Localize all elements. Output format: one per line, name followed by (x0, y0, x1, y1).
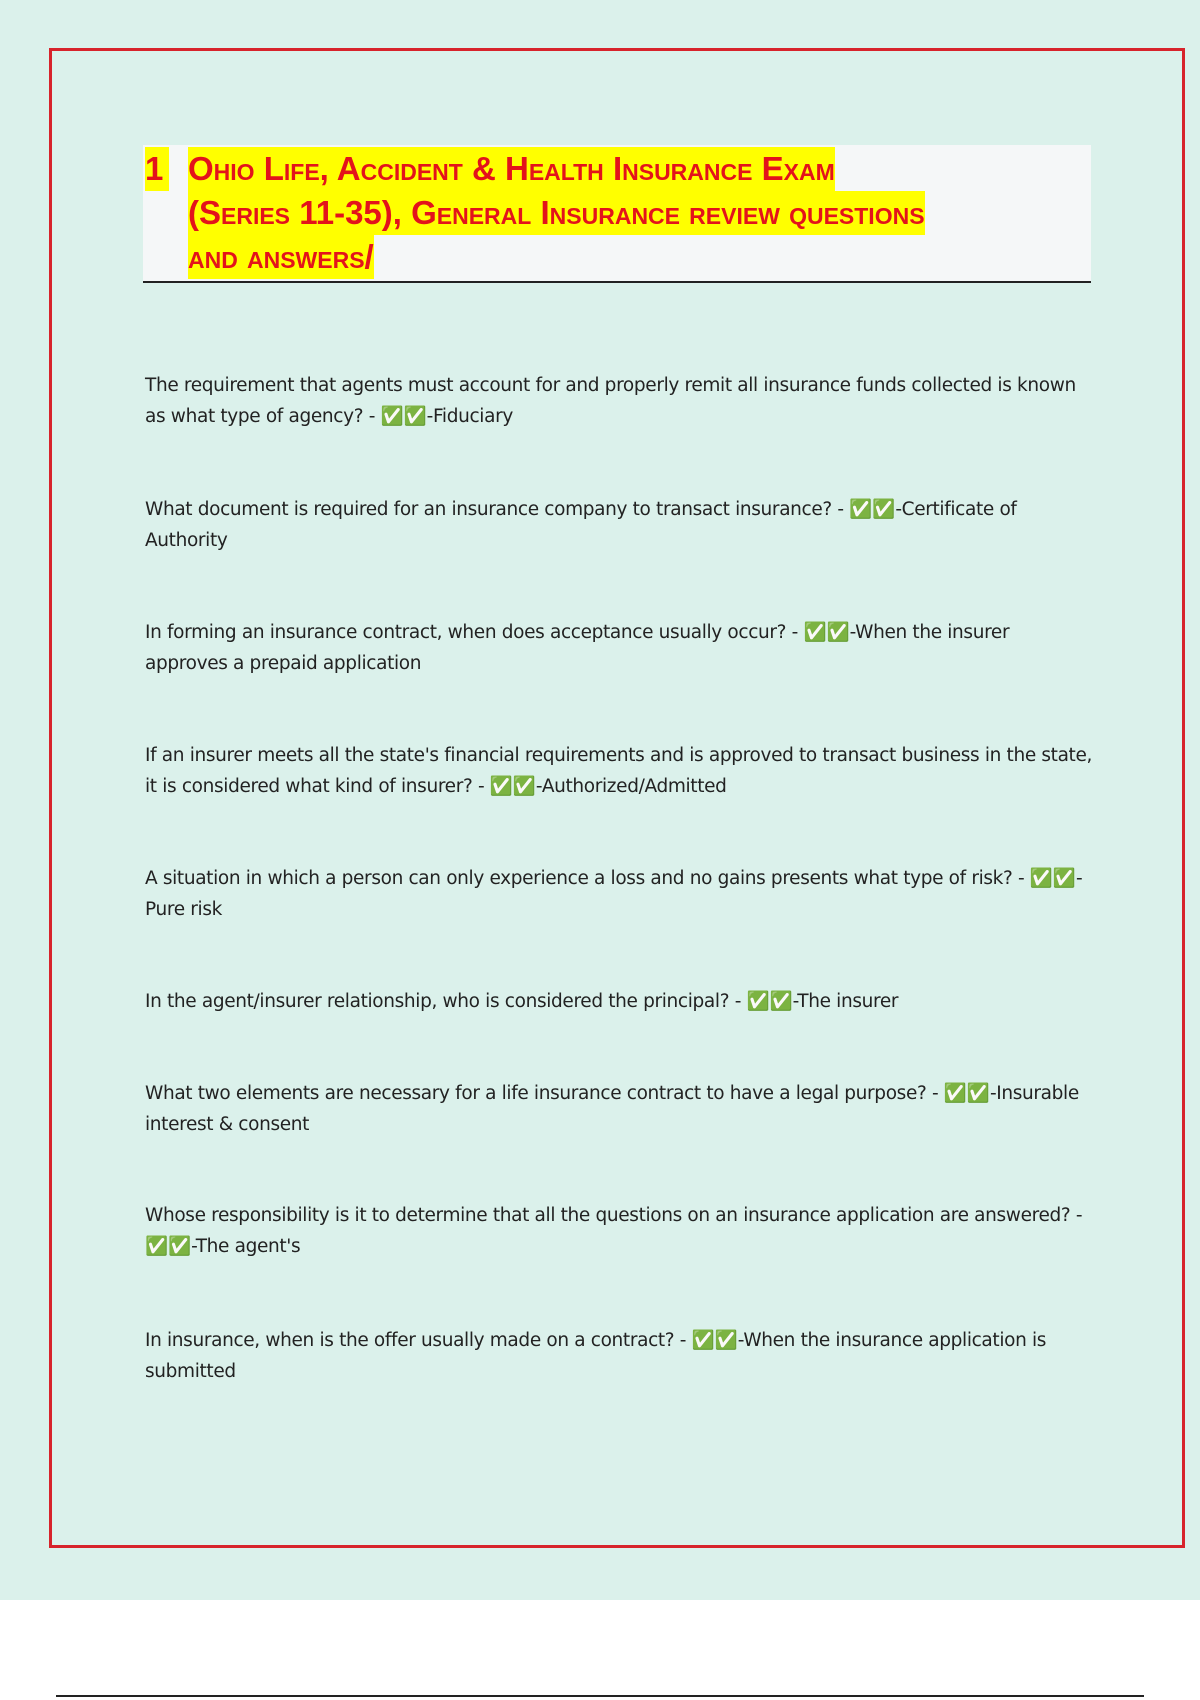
heading-number: 1 (145, 147, 169, 191)
document-heading (143, 145, 1091, 283)
qa-answer: -Certificate of Authority (145, 499, 1017, 551)
qa-answer: -Insurable interest & consent (145, 1083, 1079, 1135)
qa-question: In insurance, when is the offer usually made on a contract? - (145, 1330, 692, 1351)
check-icon: ✅✅ (849, 499, 896, 520)
heading-line-1: Ohio Life, Accident & Health Insurance Exam (188, 147, 835, 191)
check-icon: ✅✅ (691, 1330, 738, 1351)
qa-item (145, 986, 1095, 1017)
qa-answer: -Authorized/Admitted (535, 776, 727, 797)
qa-answer: -The agent's (191, 1236, 301, 1257)
qa-question: What two elements are necessary for a life insurance contract to have a legal purpose? - (145, 1083, 944, 1104)
qa-answer: -When the insurer approves a prepaid application (145, 622, 1010, 674)
qa-question: What document is required for an insurance company to transact insurance? - (145, 499, 850, 520)
check-icon: ✅✅ (1029, 868, 1076, 889)
check-icon: ✅✅ (145, 1236, 192, 1257)
check-icon: ✅✅ (489, 776, 536, 797)
qa-item (145, 1325, 1095, 1387)
qa-item (145, 617, 1095, 679)
qa-item (145, 863, 1095, 925)
qa-item (145, 370, 1095, 432)
qa-question: The requirement that agents must account for and properly remit all insurance funds collected is known as what type of agency? - (145, 375, 1076, 427)
qa-answer: -Fiduciary (426, 406, 513, 427)
heading-line-2: (Series 11-35), General Insurance review questions (188, 191, 925, 235)
qa-item (145, 740, 1095, 802)
qa-answer: -Pure risk (145, 868, 1083, 920)
qa-question: A situation in which a person can only experience a loss and no gains presents what type of risk? - (145, 868, 1030, 889)
check-icon: ✅✅ (746, 991, 793, 1012)
qa-question: In the agent/insurer relationship, who is considered the principal? - (145, 991, 747, 1012)
qa-question: Whose responsibility is it to determine that all the questions on an insurance application are answered? - (145, 1205, 1083, 1226)
heading-line-3: and answers/ (188, 235, 374, 279)
qa-item (145, 1078, 1095, 1140)
qa-question: If an insurer meets all the state's financial requirements and is approved to transact business in the state, it is considered what kind of insurer? - (145, 745, 1093, 797)
heading-title (188, 147, 925, 279)
qa-item (145, 1200, 1095, 1262)
check-icon: ✅✅ (943, 1083, 990, 1104)
qa-question: In forming an insurance contract, when does acceptance usually occur? - (145, 622, 804, 643)
footer-divider (56, 1695, 1144, 1697)
qa-answer: -When the insurance application is submitted (145, 1330, 1047, 1382)
check-icon: ✅✅ (803, 622, 850, 643)
qa-answer: -The insurer (792, 991, 899, 1012)
qa-item (145, 494, 1095, 556)
check-icon: ✅✅ (380, 406, 427, 427)
